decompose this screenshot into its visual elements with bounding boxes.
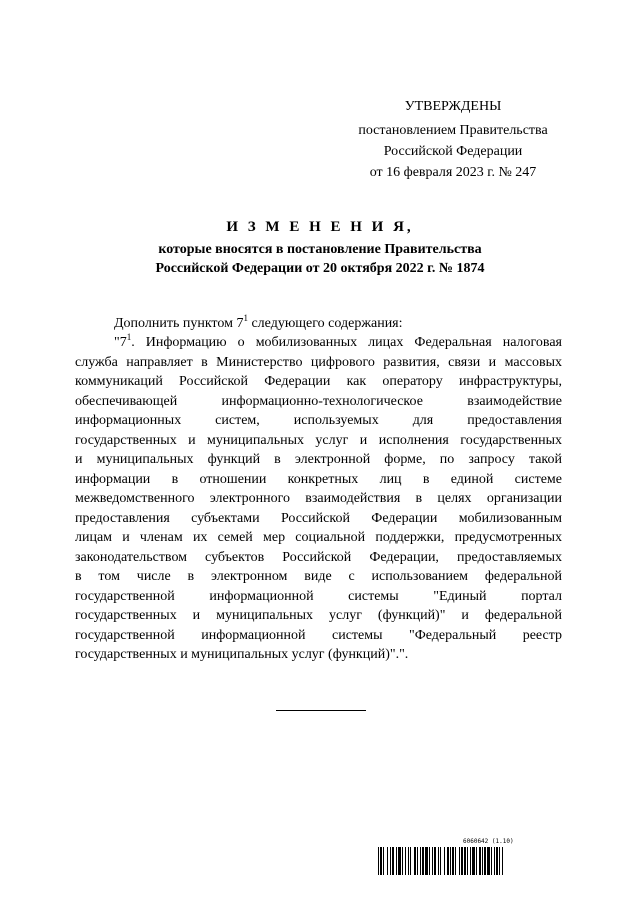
intro-superscript: 1	[243, 313, 248, 323]
document-subtitle	[80, 240, 560, 278]
barcode-image	[378, 847, 568, 875]
paragraph-line: предоставления субъектами Российской Федерации мобилизованным	[75, 510, 562, 526]
paragraph-line: коммуникаций Российской Федерации как оператору инфраструктуры,	[75, 374, 562, 389]
approval-block	[340, 96, 566, 183]
approval-line-2: Российской Федерации	[383, 144, 523, 159]
closing-divider	[276, 710, 366, 711]
paragraph-line: государственной информационной системы "Федеральный реестр	[75, 627, 562, 643]
subtitle-line-1: которые вносятся в постановление Правительства	[158, 242, 482, 257]
paragraph-line: законодательством субъектов Российской Федерации, предоставляемых	[75, 549, 562, 565]
paragraph-line: лицам и членам их семей мер социальной поддержки, предусмотренных	[75, 530, 562, 545]
paragraph-line: государственных и муниципальных услуг и исполнения государственных	[75, 432, 562, 448]
paragraph-line: в том числе в электронном виде с использованием федеральной	[75, 569, 562, 584]
subtitle-line-2: Российской Федерации от 20 октября 2022 г. № 1874	[155, 261, 485, 276]
paragraph-line: и муниципальных функций в электронной форме, по запросу такой	[75, 452, 562, 467]
paragraph-line: межведомственного электронного взаимодействия в целях организации	[75, 491, 562, 506]
paragraph-number: "7	[114, 335, 127, 350]
intro-text-end: следующего содержания:	[247, 316, 403, 331]
approval-line-3: от 16 февраля 2023 г. № 247	[369, 165, 537, 180]
paragraph-line-last: государственных и муниципальных услуг (функций)".".	[75, 647, 409, 662]
approval-heading: УТВЕРЖДЕНЫ	[404, 99, 502, 114]
paragraph-line: информационных систем, используемых для предоставления	[75, 413, 562, 428]
barcode-label: 6060642 (1.10)	[463, 838, 514, 845]
approval-line-1: постановлением Правительства	[358, 123, 548, 138]
paragraph-first-text: . Информацию о мобилизованных лицах Федеральная налоговая	[131, 335, 562, 350]
paragraph-line	[75, 333, 562, 353]
amendment-paragraph	[75, 333, 562, 665]
paragraph-line: информации в отношении конкретных лиц в единой системе	[75, 471, 562, 487]
paragraph-line: служба направляет в Министерство цифрового развития, связи и массовых	[75, 354, 562, 370]
intro-sentence	[114, 314, 403, 333]
paragraph-superscript: 1	[126, 332, 132, 342]
paragraph-line: государственных и муниципальных услуг (функций)" и федеральной	[75, 608, 562, 623]
paragraph-line: государственной информационной системы "Единый портал	[75, 588, 562, 604]
document-title: И З М Е Н Е Н И Я,	[226, 219, 414, 235]
paragraph-line: обеспечивающей информационно-технологическое взаимодействие	[75, 393, 562, 409]
intro-text: Дополнить пунктом 7	[114, 316, 244, 331]
